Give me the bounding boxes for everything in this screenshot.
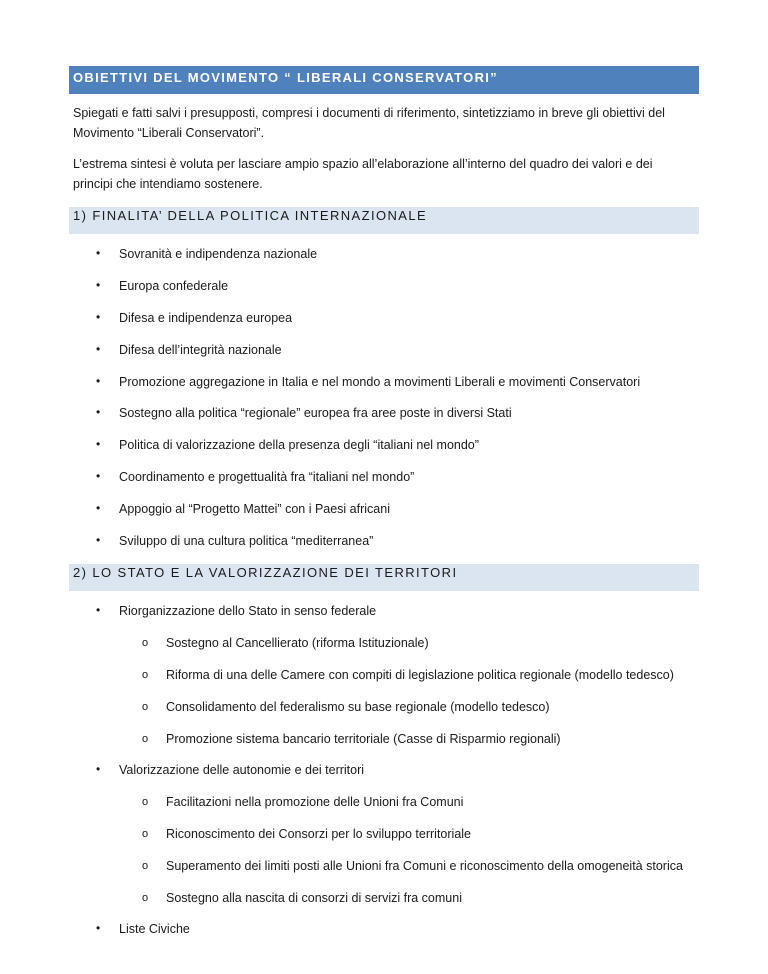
list-item-text: Difesa dell’integrità nazionale [119, 343, 282, 357]
bullet-icon: • [96, 405, 101, 419]
bullet-icon: • [96, 533, 101, 547]
sub-list-item-text: Riforma di una delle Camere con compiti di legislazione politica regionale (modello tedesco) [166, 668, 674, 682]
list-item-text: Sovranità e indipendenza nazionale [119, 247, 318, 261]
circle-bullet-icon: o [142, 701, 149, 713]
list-item-text: Sviluppo di una cultura politica “mediterranea” [119, 534, 374, 548]
list-item-text: Appoggio al “Progetto Mattei” con i Paesi africani [119, 502, 390, 516]
circle-bullet-icon: o [142, 796, 149, 808]
list-item-text: Liste Civiche [119, 922, 190, 936]
list-item-text: Politica di valorizzazione della presenza degli “italiani nel mondo” [119, 438, 479, 452]
circle-bullet-icon: o [142, 892, 149, 904]
section-1-heading: 1) FINALITA’ DELLA POLITICA INTERNAZIONALE [69, 207, 699, 234]
bullet-icon: • [96, 921, 101, 935]
sub-list-item-text: Facilitazioni nella promozione delle Unioni fra Comuni [166, 795, 464, 809]
bullet-icon: • [96, 469, 101, 483]
document-title: OBIETTIVI DEL MOVIMENTO “ LIBERALI CONSERVATORI” [69, 66, 699, 94]
list-item-text: Valorizzazione delle autonomie e dei territori [119, 763, 365, 777]
intro-paragraph-2: L’estrema sintesi è voluta per lasciare ampio spazio all’elaborazione all’interno del quadro dei valori e dei principi che intendiamo sostenere. [73, 157, 653, 191]
circle-bullet-icon: o [142, 669, 149, 681]
bullet-icon: • [96, 603, 101, 617]
bullet-icon: • [96, 437, 101, 451]
list-item-text: Promozione aggregazione in Italia e nel mondo a movimenti Liberali e movimenti Conservatori [119, 375, 641, 389]
sub-list-item-text: Consolidamento del federalismo su base regionale (modello tedesco) [166, 700, 550, 714]
circle-bullet-icon: o [142, 637, 149, 649]
intro-paragraph-1: Spiegati e fatti salvi i presupposti, compresi i documenti di riferimento, sintetizziamo in breve gli obiettivi del Movimento “Liberali Conservatori”. [73, 106, 665, 140]
bullet-icon: • [96, 762, 101, 776]
list-item-text: Sostegno alla politica “regionale” europea fra aree poste in diversi Stati [119, 406, 512, 420]
sub-list-item-text: Sostegno al Cancellierato (riforma Istituzionale) [166, 636, 429, 650]
list-item-text: Difesa e indipendenza europea [119, 311, 293, 325]
circle-bullet-icon: o [142, 828, 149, 840]
bullet-icon: • [96, 501, 101, 515]
list-item-text: Riorganizzazione dello Stato in senso federale [119, 604, 377, 618]
circle-bullet-icon: o [142, 860, 149, 872]
bullet-icon: • [96, 278, 101, 292]
list-item-text: Coordinamento e progettualità fra “italiani nel mondo” [119, 470, 415, 484]
bullet-icon: • [96, 342, 101, 356]
sub-list-item-text: Sostegno alla nascita di consorzi di servizi fra comuni [166, 891, 462, 905]
circle-bullet-icon: o [142, 733, 149, 745]
bullet-icon: • [96, 374, 101, 388]
sub-list-item-text: Riconoscimento dei Consorzi per lo sviluppo territoriale [166, 827, 471, 841]
sub-list-item-text: Promozione sistema bancario territoriale (Casse di Risparmio regionali) [166, 732, 561, 746]
list-item-text: Europa confederale [119, 279, 229, 293]
bullet-icon: • [96, 310, 101, 324]
section-2-heading: 2) LO STATO E LA VALORIZZAZIONE DEI TERRITORI [69, 564, 699, 591]
bullet-icon: • [96, 246, 101, 260]
sub-list-item-text: Superamento dei limiti posti alle Unioni fra Comuni e riconoscimento della omogeneità storica [166, 859, 683, 873]
